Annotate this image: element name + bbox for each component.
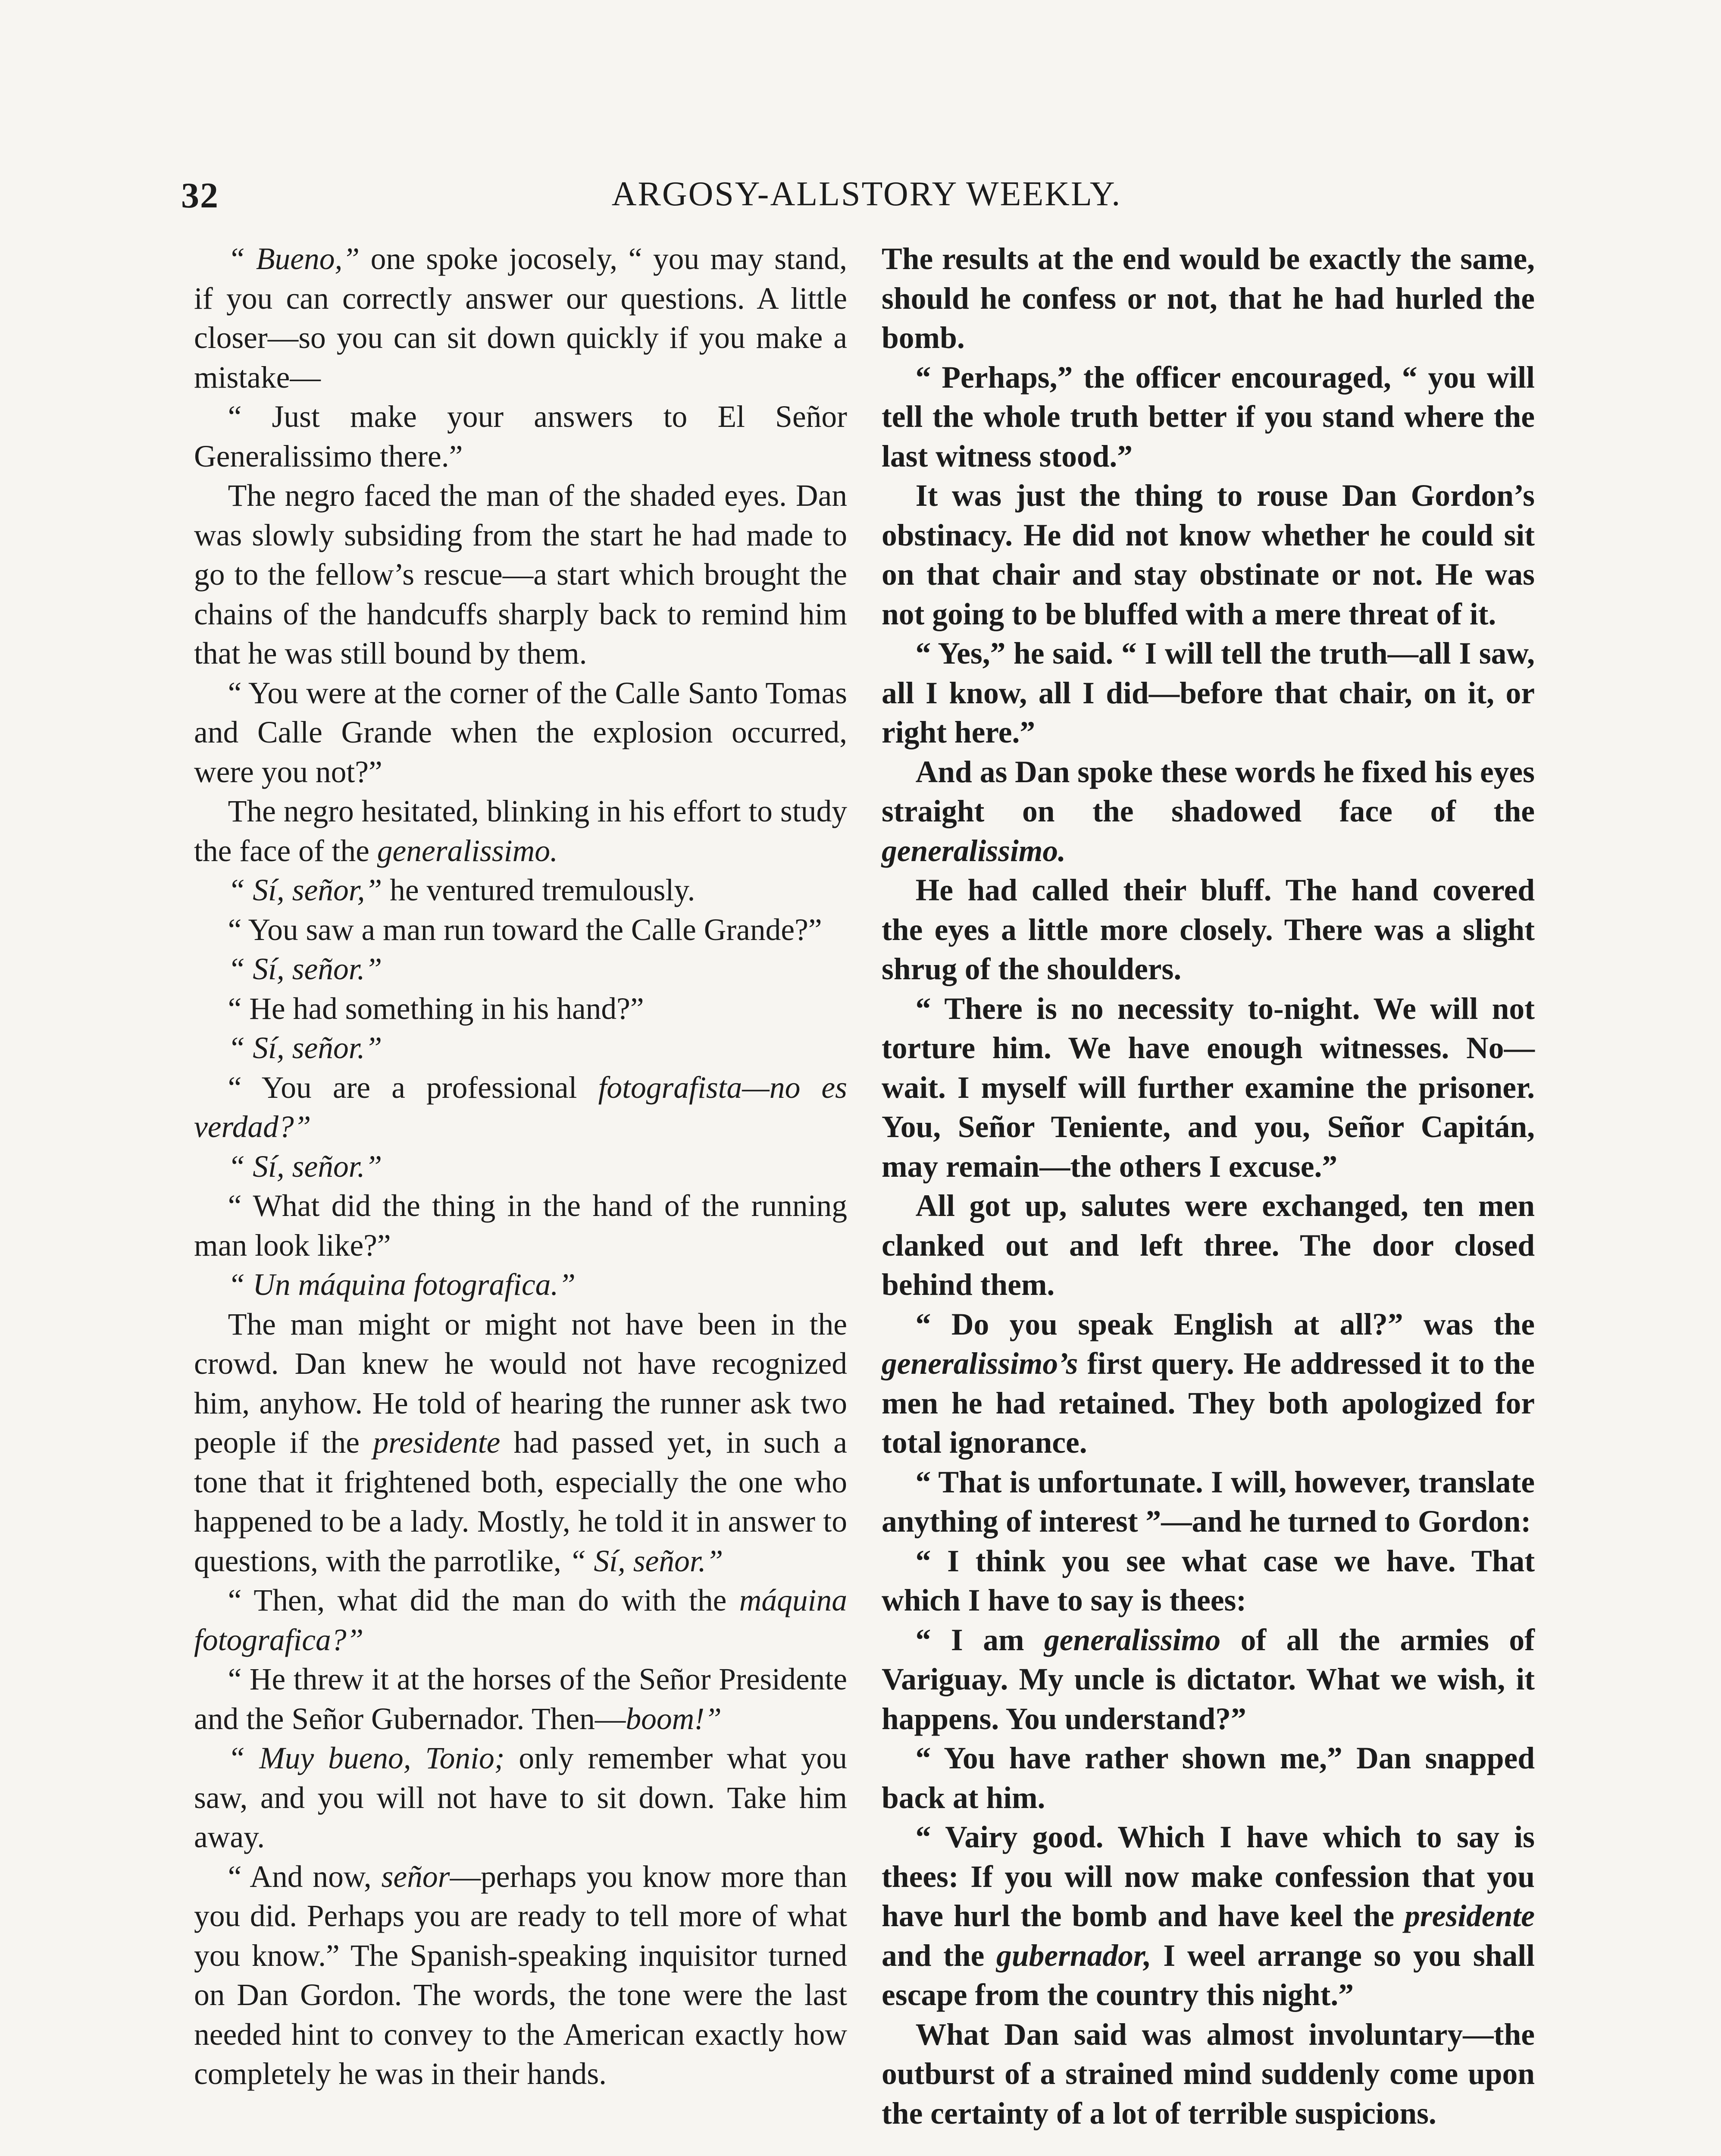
italic-text: “ Sí, señor.” bbox=[569, 1544, 723, 1578]
paragraph bbox=[194, 871, 847, 910]
text-run: one spoke jocosely, “ you may stand, if you can correctly answer our questions. A little closer—so you can sit down quickly if you make a mistake— bbox=[194, 242, 847, 395]
page-header bbox=[181, 175, 1552, 222]
text-run: first query. He addressed it to the men he had retained. They both apologized for total ignorance. bbox=[882, 1347, 1535, 1460]
italic-text: presidente bbox=[373, 1426, 501, 1460]
text-run: “ And now, bbox=[228, 1859, 382, 1894]
text-run: “ Then, what did the man do with the bbox=[228, 1583, 739, 1617]
paragraph bbox=[882, 634, 1535, 752]
paragraph bbox=[882, 1305, 1535, 1463]
paragraph bbox=[194, 1660, 847, 1739]
paragraph bbox=[882, 2015, 1535, 2134]
italic-text: “ Sí, señor.” bbox=[228, 1031, 382, 1065]
text-run: “ I think you see what case we have. That which I have to say is thees: bbox=[882, 1544, 1535, 1617]
text-run: He had called their bluff. The hand covered the eyes a little more closely. There was a slight shrug of the shoulders. bbox=[882, 873, 1535, 986]
text-run: “ Vairy good. Which I have which to say is thees: If you will now make confession that you have hurl the bomb and have keel the bbox=[882, 1820, 1535, 1933]
text-run: “ You are a professional bbox=[228, 1070, 598, 1105]
italic-text: señor bbox=[381, 1859, 450, 1894]
paragraph bbox=[194, 1739, 847, 1857]
paragraph bbox=[194, 910, 847, 950]
text-run: All got up, salutes were exchanged, ten men clanked out and left three. The door closed behind them. bbox=[882, 1189, 1535, 1302]
italic-text: generalissimo’s bbox=[882, 1347, 1078, 1381]
paragraph bbox=[882, 476, 1535, 634]
paragraph bbox=[194, 397, 847, 476]
text-run: “ Do you speak English at all?” was the bbox=[915, 1307, 1535, 1341]
italic-text: fotografista—no es verdad?” bbox=[194, 1070, 847, 1144]
text-run: What Dan said was almost involuntary—the outburst of a strained mind suddenly come upon the certainty of a lot of terrible suspicions. bbox=[882, 2017, 1535, 2131]
italic-text: generalissimo. bbox=[882, 834, 1066, 868]
text-run: The results at the end would be exactly the same, should he confess or not, that he had hurled the bomb. bbox=[882, 242, 1535, 355]
italic-text: gubernador, bbox=[996, 1938, 1152, 1973]
text-run: he ventured tremulously. bbox=[382, 873, 695, 907]
paragraph bbox=[882, 1186, 1535, 1305]
paragraph bbox=[882, 752, 1535, 871]
paragraph bbox=[882, 358, 1535, 476]
left-text-column bbox=[194, 239, 847, 2094]
paragraph bbox=[882, 1818, 1535, 2015]
italic-text: “ Sí, señor,” bbox=[228, 873, 382, 907]
paragraph bbox=[194, 792, 847, 871]
text-run: “ You have rather shown me,” Dan snapped back at him. bbox=[882, 1741, 1535, 1815]
italic-text: boom!” bbox=[626, 1702, 722, 1736]
paragraph bbox=[194, 1147, 847, 1187]
paragraph bbox=[882, 239, 1535, 358]
paragraph bbox=[882, 989, 1535, 1187]
text-run: “ There is no necessity to-night. We will not torture him. We have enough witnesses. No—wait. I myself will further examine the prisoner. You, Señor Teniente, and you, Señor Capitán, may remain—the others I excuse.” bbox=[882, 991, 1535, 1184]
text-run: And as Dan spoke these words he fixed his eyes straight on the shadowed face of the bbox=[882, 755, 1535, 828]
text-run: “ What did the thing in the hand of the running man look like?” bbox=[194, 1189, 847, 1263]
italic-text: “ Muy bueno, Tonio; bbox=[228, 1741, 505, 1775]
italic-text: “ Sí, señor.” bbox=[228, 1149, 382, 1184]
paragraph bbox=[882, 1463, 1535, 1542]
text-run: of all the armies of Variguay. My uncle is dictator. What we wish, it happens. You understand?” bbox=[882, 1623, 1535, 1736]
text-run: The negro hesitated, blinking in his effort to study the face of the bbox=[194, 794, 847, 868]
paragraph bbox=[194, 1068, 847, 1147]
paragraph bbox=[194, 989, 847, 1029]
text-run: —perhaps you know more than you did. Perhaps you are ready to tell more of what you know.” The Spanish-speaking inquisitor turned on Dan Gordon. The words, the tone were the last needed hint to convey to the American exactly how completely he was in their hands. bbox=[194, 1859, 847, 2091]
text-run: “ You were at the corner of the Calle Santo Tomas and Calle Grande when the explosion occurred, were you not?” bbox=[194, 676, 847, 789]
paragraph bbox=[882, 1542, 1535, 1620]
text-run: I weel arrange so you shall escape from the country this night.” bbox=[882, 1938, 1535, 2012]
text-run: “ That is unfortunate. I will, however, translate anything of interest ”—and he turned to Gordon: bbox=[882, 1465, 1535, 1539]
paragraph bbox=[194, 1028, 847, 1068]
text-run: The man might or might not have been in the crowd. Dan knew he would not have recognized him, anyhow. He told of hearing the runner ask two people if the bbox=[194, 1307, 847, 1460]
text-run: “ Yes,” he said. “ I will tell the truth—all I saw, all I know, all I did—before that chair, on it, or right here.” bbox=[882, 636, 1535, 749]
text-run: “ Just make your answers to El Señor Generalissimo there.” bbox=[194, 400, 847, 473]
italic-text: “ Sí, señor.” bbox=[228, 952, 382, 986]
running-title: ARGOSY-ALLSTORY WEEKLY. bbox=[611, 175, 1122, 213]
paragraph bbox=[194, 1581, 847, 1660]
text-run: only remember what you saw, and you will not have to sit down. Take him away. bbox=[194, 1741, 848, 1854]
paragraph bbox=[194, 476, 847, 674]
italic-text: presidente bbox=[1405, 1899, 1535, 1933]
text-run: “ Perhaps,” the officer encouraged, “ you will tell the whole truth better if you stand where the last witness stood.” bbox=[882, 360, 1535, 473]
paragraph bbox=[194, 950, 847, 989]
text-run: “ He threw it at the horses of the Señor Presidente and the Señor Gubernador. Then— bbox=[194, 1662, 847, 1736]
italic-text: “ Bueno,” bbox=[228, 242, 360, 276]
italic-text: máquina fotografica?” bbox=[194, 1583, 847, 1657]
paragraph bbox=[194, 239, 847, 397]
paragraph bbox=[882, 1739, 1535, 1818]
italic-text: generalissimo bbox=[1044, 1623, 1221, 1657]
right-text-column bbox=[882, 239, 1535, 2133]
italic-text: “ Un máquina fotografica.” bbox=[228, 1268, 576, 1302]
paragraph bbox=[194, 1857, 847, 2094]
paragraph bbox=[194, 1305, 847, 1581]
page-number: 32 bbox=[181, 175, 219, 216]
text-run: “ You saw a man run toward the Calle Grande?” bbox=[228, 912, 822, 947]
text-run: It was just the thing to rouse Dan Gordon’s obstinacy. He did not know whether he could sit on that chair and stay obstinate or not. He was not going to be bluffed with a mere threat of it. bbox=[882, 479, 1535, 631]
paragraph bbox=[882, 1620, 1535, 1739]
text-run: “ He had something in his hand?” bbox=[228, 991, 644, 1026]
paragraph bbox=[194, 1265, 847, 1305]
paragraph bbox=[194, 674, 847, 792]
text-run: The negro faced the man of the shaded eyes. Dan was slowly subsiding from the start he had made to go to the fellow’s rescue—a start which brought the chains of the handcuffs sharply back to remind him that he was still bound by them. bbox=[194, 479, 847, 671]
text-run: “ I am bbox=[915, 1623, 1044, 1657]
text-run: and the bbox=[882, 1938, 997, 1973]
paragraph bbox=[882, 871, 1535, 989]
italic-text: generalissimo. bbox=[377, 834, 558, 868]
paragraph bbox=[194, 1186, 847, 1265]
text-run: had passed yet, in such a tone that it frightened both, especially the one who happened to be a lady. Mostly, he told it in answer to questions, with the parrotlike, bbox=[194, 1426, 847, 1578]
